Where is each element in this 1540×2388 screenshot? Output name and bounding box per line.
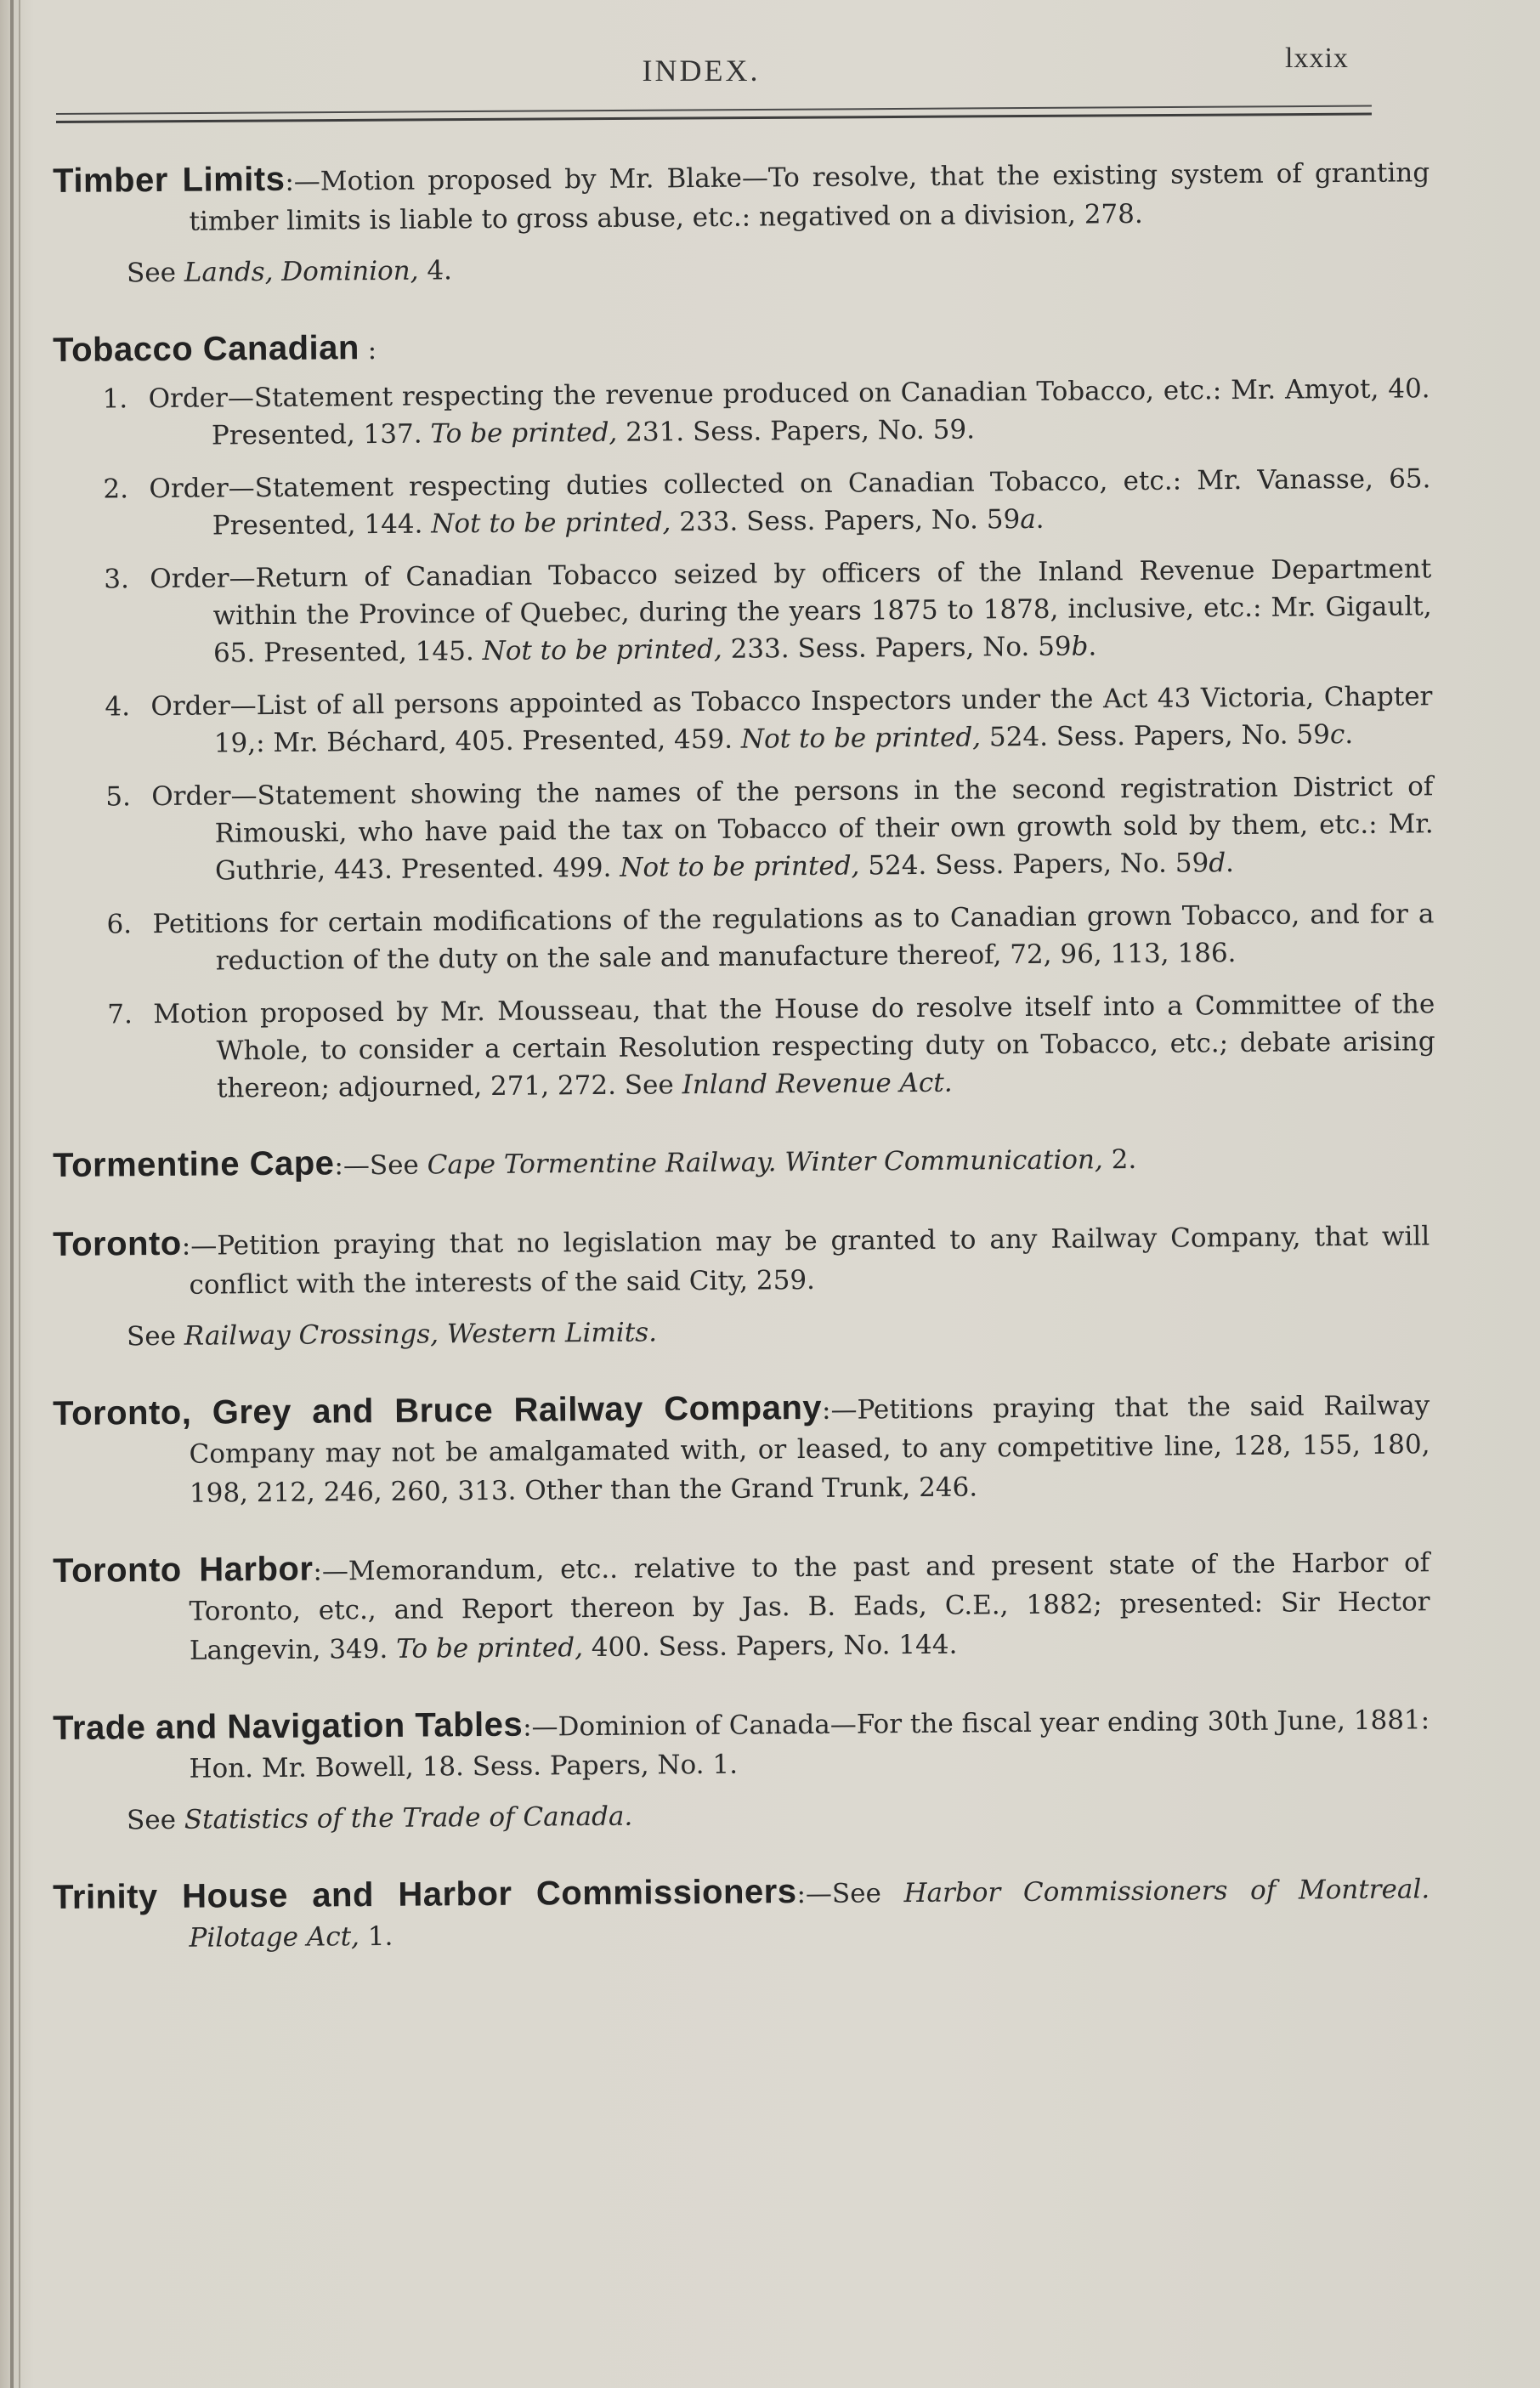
sub-entry-text: Order—Statement respecting the revenue produced on Canadian Tobacco, etc.: Mr. Amyot, 40. Presented, 137. bbox=[148, 373, 1430, 451]
sub-entry-number: 1. bbox=[102, 383, 128, 415]
entry-text bbox=[53, 1867, 1430, 1959]
entry-heading: Toronto Harbor bbox=[53, 1550, 314, 1590]
entry-text bbox=[53, 320, 1430, 372]
see-target: Railway Crossings, Western Limits. bbox=[184, 1317, 658, 1352]
sub-entry-number: 2. bbox=[103, 474, 129, 505]
entry-body: :—See bbox=[796, 1878, 904, 1910]
sub-entry-rest: 524. Sess. Papers, No. 59 bbox=[859, 848, 1209, 882]
paper-suffix: c bbox=[1329, 719, 1345, 751]
entry-body: :—Petitions praying that the said Railway Company may not be amalgamated with, or leased, to any competitive line, 128, 155, 180, 198, 212, 246, 260, 313. Other than the Grand Trunk, 246. bbox=[189, 1390, 1430, 1509]
entry-text bbox=[53, 1135, 1430, 1188]
sub-entry-italic: To be printed, bbox=[430, 417, 618, 450]
entry-heading: Trinity House and Harbor Commissioners bbox=[53, 1873, 797, 1916]
sub-entry-text: Order—Statement showing the names of the persons in the second registration District of Rimouski, who have paid the tax on Tobacco of their own growth sold by them, etc.: Mr. Guthrie, 443. Presented. 499. bbox=[151, 771, 1434, 887]
entry-heading: Toronto bbox=[53, 1224, 182, 1263]
sub-entry-text: Motion proposed by Mr. Mousseau, that the House do resolve itself into a Committee of the Whole, to consider a certain Resolution respecting duty on Tobacco, etc.; debate arising thereon; adjourned, 271, 272. See bbox=[153, 989, 1435, 1104]
sub-entry-italic: Not to be printed, bbox=[740, 722, 982, 755]
entry-heading: Tormentine Cape bbox=[53, 1144, 335, 1184]
see-prefix: See bbox=[126, 1804, 177, 1836]
index-entry-tormentine-cape bbox=[53, 1135, 1430, 1188]
sub-entry-italic: Not to be printed, bbox=[431, 507, 671, 540]
index-entry-trinity-house bbox=[53, 1867, 1430, 1959]
index-entry-toronto bbox=[53, 1214, 1430, 1357]
see-target: Statistics of the Trade of Canada. bbox=[184, 1801, 633, 1835]
sub-entry bbox=[54, 550, 1432, 673]
see-target: Harbor Commissioners of Montreal. bbox=[903, 1874, 1430, 1909]
page-number: lxxix bbox=[1285, 43, 1349, 74]
sub-entry-number: 6. bbox=[106, 909, 133, 940]
index-content bbox=[53, 157, 1435, 1996]
header-rule-thick bbox=[56, 113, 1372, 123]
sub-entry-end: . bbox=[1225, 848, 1235, 879]
sub-entry-text: Order—Return of Canadian Tobacco seized by officers of the Inland Revenue Department within the Province of Quebec, during the years 1875 to 1878, inclusive, etc.: Mr. Gigault, 65. Presented, 145. bbox=[150, 553, 1432, 669]
entry-end: 2. bbox=[1102, 1143, 1137, 1176]
see-rest: 4. bbox=[418, 255, 453, 286]
entry-italic: To be printed, bbox=[395, 1632, 584, 1665]
entry-heading: Trade and Navigation Tables bbox=[53, 1705, 524, 1747]
see-reference bbox=[127, 243, 1430, 292]
entry-body: :—Petition praying that no legislation may be granted to any Railway Company, that will conflict with the interests of the said City, 259. bbox=[181, 1221, 1430, 1301]
see-reference bbox=[127, 1790, 1430, 1840]
sub-entry-italic: Not to be printed, bbox=[482, 633, 722, 667]
sub-entry-number: 4. bbox=[105, 691, 131, 723]
see-target: Lands, Dominion, bbox=[184, 255, 419, 288]
entry-text bbox=[53, 1540, 1430, 1671]
sub-entry-italic: Not to be printed, bbox=[620, 850, 860, 883]
paper-suffix: d bbox=[1209, 848, 1226, 879]
see-reference bbox=[127, 1307, 1430, 1356]
sub-entry-list bbox=[53, 370, 1435, 1109]
entry-heading: Timber Limits bbox=[53, 160, 286, 200]
entry-heading: Toronto, Grey and Bruce Railway Company bbox=[53, 1388, 823, 1432]
sub-entry-end: . bbox=[1088, 631, 1097, 662]
see-prefix: See bbox=[126, 1320, 177, 1353]
see-prefix: See bbox=[126, 257, 177, 289]
sub-entry-end: . bbox=[1035, 503, 1045, 535]
index-entry-toronto-grey-bruce bbox=[53, 1383, 1430, 1514]
sub-entry bbox=[57, 895, 1435, 981]
sub-entry bbox=[53, 370, 1430, 456]
sub-entry-number: 3. bbox=[104, 564, 130, 595]
entry-body: :—See bbox=[334, 1149, 427, 1182]
index-entry-toronto-harbor bbox=[53, 1540, 1430, 1671]
entry-heading: Tobacco Canadian bbox=[53, 329, 360, 369]
sub-entry bbox=[56, 768, 1434, 891]
paper-suffix: b bbox=[1071, 631, 1089, 662]
book-spine-line bbox=[19, 0, 20, 2388]
entry-text bbox=[53, 1698, 1430, 1790]
sub-entry-text: Order—Statement respecting duties collected on Canadian Tobacco, etc.: Mr. Vanasse, 65. Presented, 144. bbox=[149, 463, 1431, 542]
sub-entry bbox=[54, 460, 1431, 546]
paper-suffix: a bbox=[1020, 503, 1036, 536]
entry-body: :—Dominion of Canada—For the fiscal year ending 30th June, 1881: Hon. Mr. Bowell, 18. Sess. Papers, No. 1. bbox=[189, 1704, 1430, 1784]
see-target: Winter Communication, bbox=[784, 1144, 1103, 1178]
entry-body: :—Motion proposed by Mr. Blake—To resolve, that the existing system of granting timber limits is liable to gross abuse, etc.: negatived on a division, 278. bbox=[189, 157, 1430, 237]
entry-end: 1. bbox=[359, 1920, 393, 1953]
index-entry-timber-limits bbox=[53, 150, 1430, 293]
entry-separator bbox=[776, 1147, 784, 1177]
sub-entry-text: Order—List of all persons appointed as Tobacco Inspectors under the Act 43 Victoria, Chapter 19,: Mr. Béchard, 405. Presented, 459. bbox=[150, 681, 1433, 759]
entry-text bbox=[53, 1383, 1430, 1514]
sub-entry-number: 5. bbox=[105, 781, 132, 813]
running-header: INDEX. bbox=[642, 54, 761, 88]
entry-text bbox=[53, 1214, 1430, 1306]
entry-text bbox=[53, 150, 1430, 242]
sub-entry-rest: 231. Sess. Papers, No. 59. bbox=[617, 414, 976, 448]
see-target: Cape Tormentine Railway. bbox=[427, 1147, 777, 1181]
sub-entry-rest: 233. Sess. Papers, No. 59 bbox=[671, 504, 1021, 538]
sub-entry-end: . bbox=[1345, 718, 1354, 751]
sub-entry-text: Petitions for certain modifications of the regulations as to Canadian grown Tobacco, and for a reduction of the duty on the sale and manufacture thereof, 72, 96, 113, 186. bbox=[152, 899, 1435, 977]
entry-end: 400. Sess. Papers, No. 144. bbox=[582, 1629, 958, 1664]
index-entry-trade-navigation bbox=[53, 1698, 1430, 1841]
sub-entry-number: 7. bbox=[107, 999, 133, 1030]
sub-entry bbox=[58, 985, 1435, 1109]
sub-entry-rest: 524. Sess. Papers, No. 59 bbox=[980, 719, 1331, 753]
sub-entry-rest: 233. Sess. Papers, No. 59 bbox=[722, 631, 1072, 665]
see-target: Pilotage Act, bbox=[189, 1921, 360, 1954]
book-spine-shadow bbox=[10, 0, 14, 2388]
sub-entry-italic: Inland Revenue Act. bbox=[682, 1067, 953, 1101]
index-entry-tobacco-canadian bbox=[53, 320, 1435, 1109]
entry-suffix: : bbox=[367, 335, 377, 366]
sub-entry bbox=[55, 678, 1433, 763]
entry-body: :—Memorandum, etc.. relative to the past and present state of the Harbor of Toronto, etc., and Report thereon by Jas. B. Eads, C.E., 1882; presented: Sir Hector Langevin, 349. bbox=[189, 1547, 1430, 1666]
